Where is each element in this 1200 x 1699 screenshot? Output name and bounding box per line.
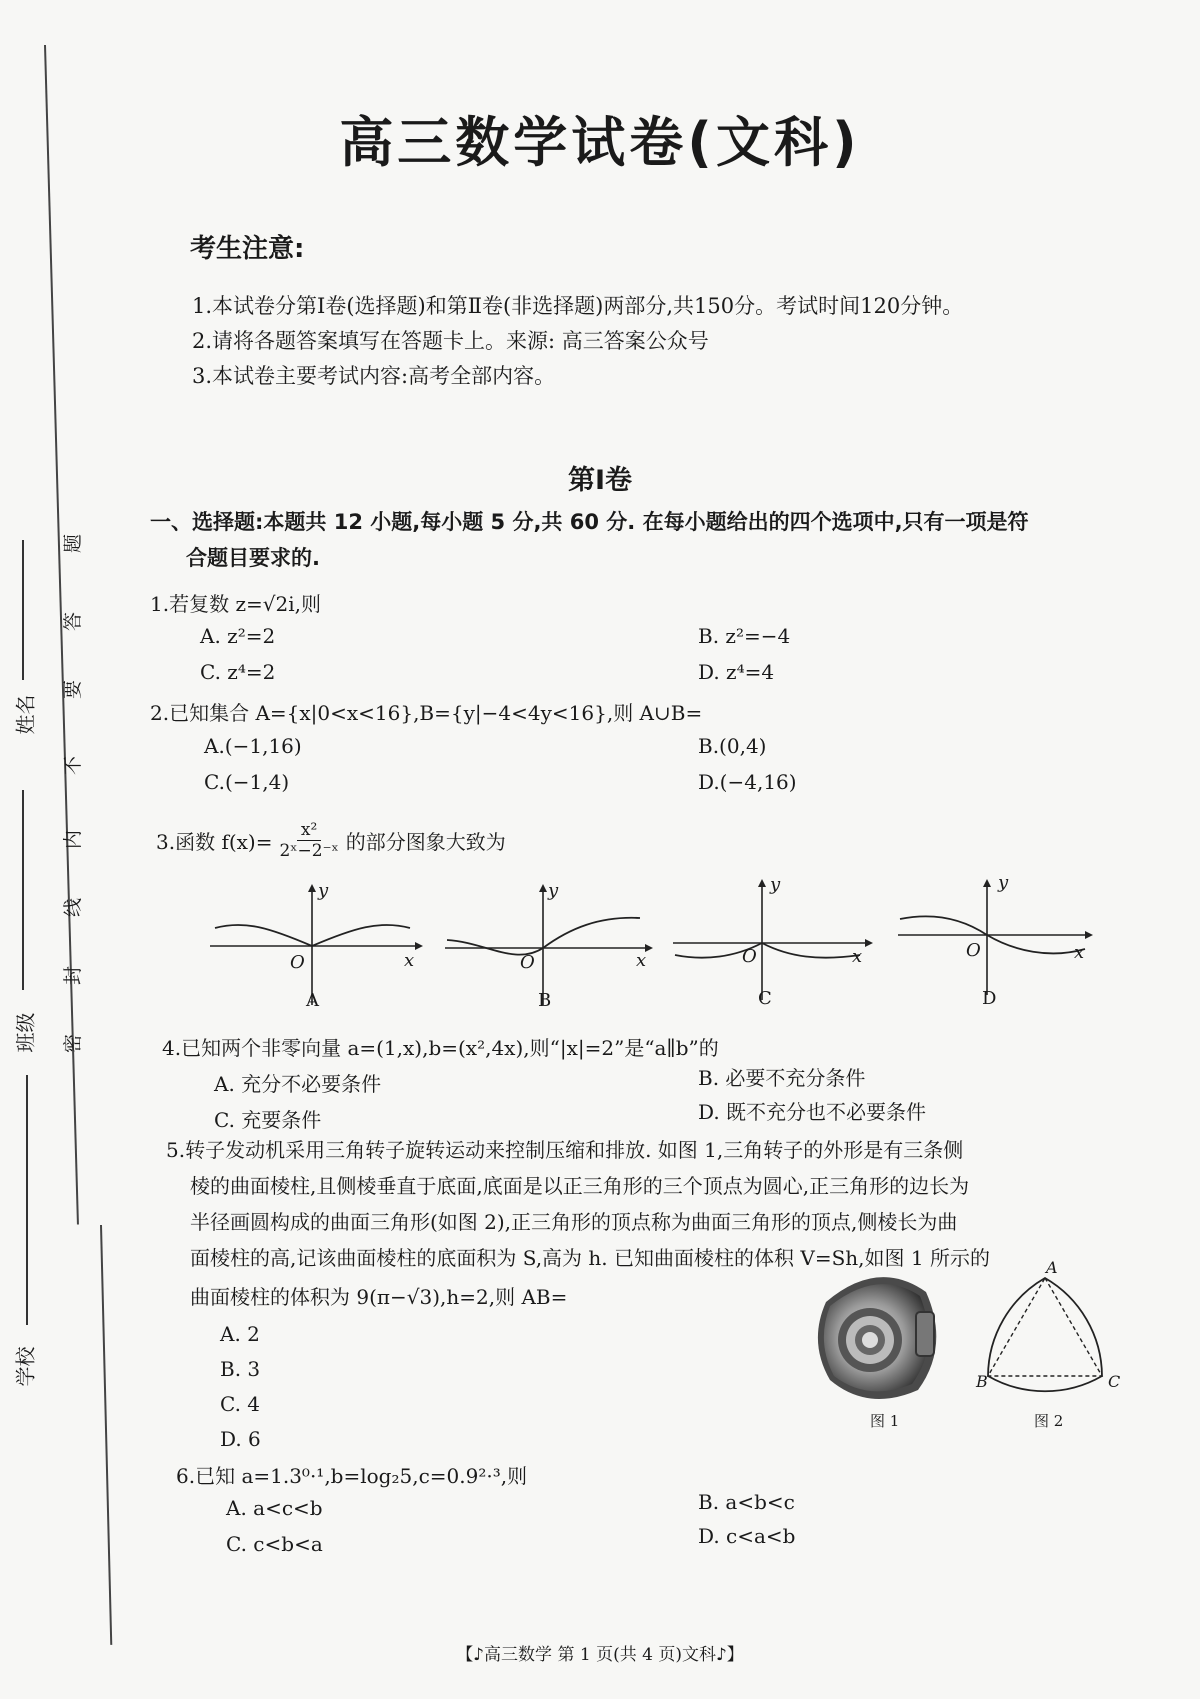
question-5-line: 5.转子发动机采用三角转子旋转运动来控制压缩和排放. 如图 1,三角转子的外形是有三条侧 xyxy=(166,1138,964,1162)
q3-fraction-denominator: 2ˣ−2⁻ˣ xyxy=(279,841,339,861)
q6-option-c: C. c<b<a xyxy=(226,1532,323,1556)
q5-option-c: C. 4 xyxy=(220,1392,261,1416)
fig2-vertex-a: A xyxy=(1046,1258,1058,1277)
q3-stem-suffix: 的部分图象大致为 xyxy=(345,830,506,854)
fig2-vertex-c: C xyxy=(1108,1372,1121,1391)
q1-option-b: B. z²=−4 xyxy=(698,624,791,648)
question-3-stem xyxy=(156,820,506,861)
graph-a-label: A xyxy=(306,990,319,1011)
figure-2-caption: 图 2 xyxy=(1034,1412,1064,1430)
q4-option-a: A. 充分不必要条件 xyxy=(214,1072,382,1096)
q3-stem-prefix: 3.函数 f(x)= xyxy=(156,830,273,854)
graph-c-origin: O xyxy=(742,946,757,967)
seal-char: 密 xyxy=(62,1033,85,1054)
fig2-vertex-b: B xyxy=(976,1372,988,1391)
question-5-line: 面棱柱的高,记该曲面棱柱的底面积为 S,高为 h. 已知曲面棱柱的体积 V=Sh,如图 1 所示的 xyxy=(190,1246,990,1270)
q6-option-b: B. a<b<c xyxy=(698,1490,795,1514)
notice-item: 2.请将各题答案填写在答题卡上。来源: 高三答案公众号 xyxy=(192,329,709,353)
graph-b-label: B xyxy=(538,990,552,1011)
figure-1-caption: 图 1 xyxy=(870,1412,900,1430)
seal-char: 内 xyxy=(62,829,85,850)
seal-char: 不 xyxy=(62,755,85,776)
question-5-line: 半径画圆构成的曲面三角形(如图 2),正三角形的顶点称为曲面三角形的顶点,侧棱长为曲 xyxy=(190,1210,958,1234)
seal-char: 题 xyxy=(62,533,85,554)
name-label: 姓名 xyxy=(13,694,38,735)
q6-option-a: A. a<c<b xyxy=(226,1496,323,1520)
question-4-stem: 4.已知两个非零向量 a=(1,x),b=(x²,4x),则“|x|=2”是“a∥b”的 xyxy=(162,1036,719,1060)
graph-d-y-label: y xyxy=(998,872,1009,893)
graph-d-x-label: x xyxy=(1074,942,1085,963)
q5-option-b: B. 3 xyxy=(220,1357,261,1381)
q5-option-a: A. 2 xyxy=(220,1322,260,1346)
rotor-figure xyxy=(808,1262,948,1412)
question-1-stem: 1.若复数 z=√2i,则 xyxy=(150,592,321,616)
q2-option-c: C.(−1,4) xyxy=(204,770,290,794)
graph-b-y-label: y xyxy=(548,880,559,901)
notice-item: 3.本试卷主要考试内容:高考全部内容。 xyxy=(192,364,556,388)
q1-option-d: D. z⁴=4 xyxy=(698,660,775,684)
graph-d-label: D xyxy=(982,988,997,1009)
class-fill-line xyxy=(22,790,24,990)
notice-item: 1.本试卷分第Ⅰ卷(选择题)和第Ⅱ卷(非选择题)两部分,共150分。考试时间120分钟。 xyxy=(192,294,964,318)
seal-char: 封 xyxy=(62,965,85,986)
q1-option-c: C. z⁴=2 xyxy=(200,660,276,684)
seal-char: 要 xyxy=(62,679,85,700)
question-6-stem: 6.已知 a=1.3⁰·¹,b=log₂5,c=0.9²·³,则 xyxy=(176,1464,528,1488)
graph-d-origin: O xyxy=(966,940,981,961)
q4-option-c: C. 充要条件 xyxy=(214,1108,322,1132)
graph-a-origin: O xyxy=(290,952,305,973)
seal-char: 线 xyxy=(62,897,85,918)
notice-heading: 考生注意: xyxy=(190,234,305,264)
q4-option-b: B. 必要不充分条件 xyxy=(698,1066,866,1090)
graph-c-y-label: y xyxy=(770,874,781,895)
question-5-line: 棱的曲面棱柱,且侧棱垂直于底面,底面是以正三角形的三个顶点为圆心,正三角形的边长为 xyxy=(190,1174,970,1198)
q2-option-b: B.(0,4) xyxy=(698,734,767,758)
graph-b-x-label: x xyxy=(636,950,647,971)
reuleaux-figure xyxy=(970,1270,1120,1400)
question-5-line: 曲面棱柱的体积为 9(π−√3),h=2,则 AB= xyxy=(190,1285,568,1309)
question-2-stem: 2.已知集合 A={x|0<x<16},B={y|−4<4y<16},则 A∪B= xyxy=(150,701,703,725)
q2-option-a: A.(−1,16) xyxy=(204,734,302,758)
q3-fraction xyxy=(275,820,342,861)
graph-b-origin: O xyxy=(520,952,535,973)
q3-fraction-numerator: x² xyxy=(297,820,321,841)
page-footer: 【♪高三数学 第 1 页(共 4 页)文科♪】 xyxy=(456,1645,744,1665)
binding-line-lower xyxy=(100,1225,112,1645)
graph-d xyxy=(890,875,1100,1005)
q2-option-d: D.(−4,16) xyxy=(698,770,797,794)
q6-option-d: D. c<a<b xyxy=(698,1524,796,1548)
school-label: 学校 xyxy=(13,1346,38,1387)
name-fill-line xyxy=(22,540,24,680)
graph-a-x-label: x xyxy=(404,950,415,971)
q1-option-a: A. z²=2 xyxy=(200,624,276,648)
school-fill-line xyxy=(26,1075,28,1325)
instructions-line2: 合题目要求的. xyxy=(186,546,320,570)
section-title: 第Ⅰ卷 xyxy=(567,465,633,496)
graph-c-x-label: x xyxy=(852,946,863,967)
class-label: 班级 xyxy=(13,1012,38,1053)
graph-c-label: C xyxy=(758,988,772,1009)
q5-option-d: D. 6 xyxy=(220,1427,261,1451)
seal-char: 答 xyxy=(62,611,85,632)
q4-option-d: D. 既不充分也不必要条件 xyxy=(698,1100,927,1124)
instructions-line1: 一、选择题:本题共 12 小题,每小题 5 分,共 60 分. 在每小题给出的四个选项中,只有一项是符 xyxy=(150,510,1029,534)
graph-a-y-label: y xyxy=(318,880,329,901)
page-title: 高三数学试卷(文科) xyxy=(339,111,861,174)
